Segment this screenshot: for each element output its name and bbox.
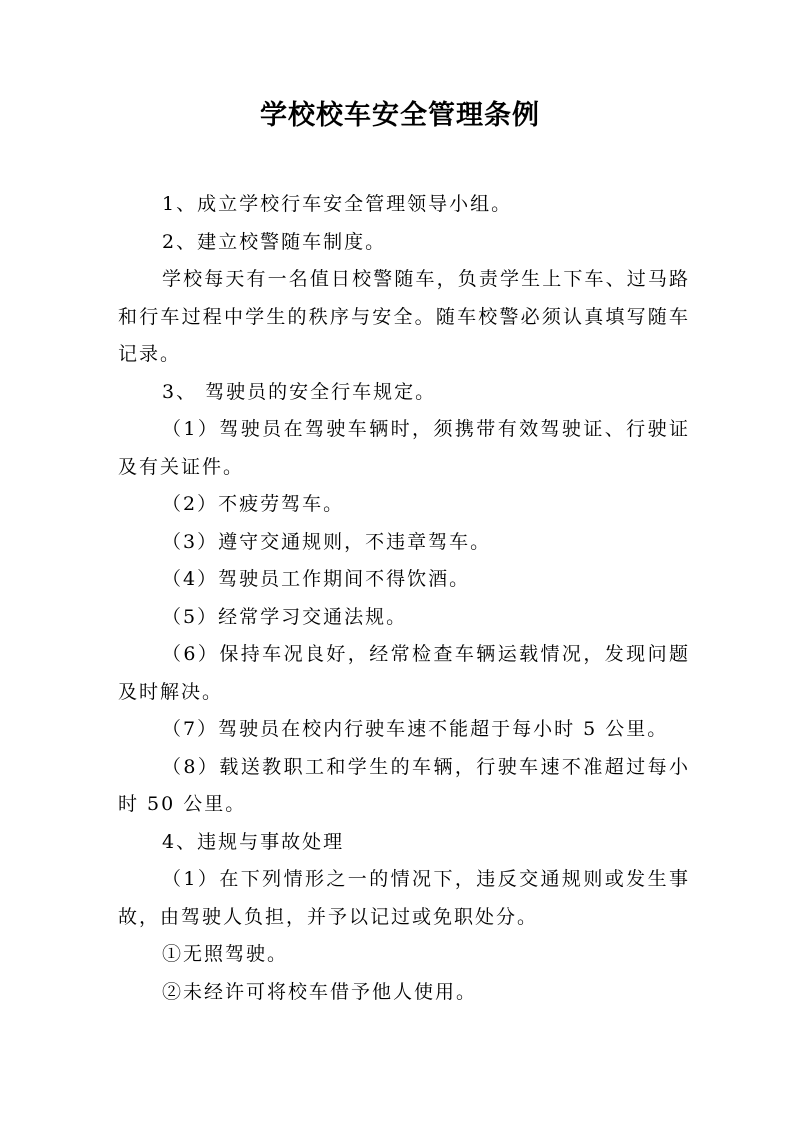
paragraph-1: 1、成立学校行车安全管理领导小组。 (162, 193, 513, 215)
paragraph-15: ①无照驾驶。 (162, 943, 289, 965)
paragraph-7: （3）遵守交通规则，不违章驾车。 (162, 530, 492, 553)
paragraph-12: （8）载送教职工和学生的车辆，行驶车速不准超过每小时 50 公里。 (118, 755, 690, 815)
paragraph-5: （1）驾驶员在驾驶车辆时，须携带有效驾驶证、行驶证及有关证件。 (118, 418, 690, 478)
paragraph-2: 2、建立校警随车制度。 (162, 230, 387, 253)
paragraph-10: （6）保持车况良好，经常检查车辆运载情况，发现问题及时解决。 (118, 643, 690, 703)
paragraph-13: 4、违规与事故处理 (162, 830, 345, 853)
paragraph-11: （7）驾驶员在校内行驶车速不能超于每小时 5 公里。 (162, 718, 669, 740)
paragraph-3: 学校每天有一名值日校警随车，负责学生上下车、过马路和行车过程中学生的秩序与安全。随车校警必须认真填写随车记录。 (118, 268, 690, 365)
paragraph-16: ②未经许可将校车借予他人使用。 (162, 980, 478, 1003)
paragraph-8: （4）驾驶员工作期间不得饮酒。 (162, 568, 471, 590)
paragraph-14: （1）在下列情形之一的情况下，违反交通规则或发生事故，由驾驶人负担，并予以记过或免职处分。 (118, 868, 690, 928)
paragraph-6: （2）不疲劳驾车。 (162, 493, 345, 515)
document-body (118, 186, 690, 1011)
paragraph-4: 3、 驾驶员的安全行车规定。 (162, 380, 437, 403)
paragraph-9: （5）经常学习交通法规。 (162, 605, 408, 628)
document-title: 学校校车安全管理条例 (260, 100, 540, 131)
